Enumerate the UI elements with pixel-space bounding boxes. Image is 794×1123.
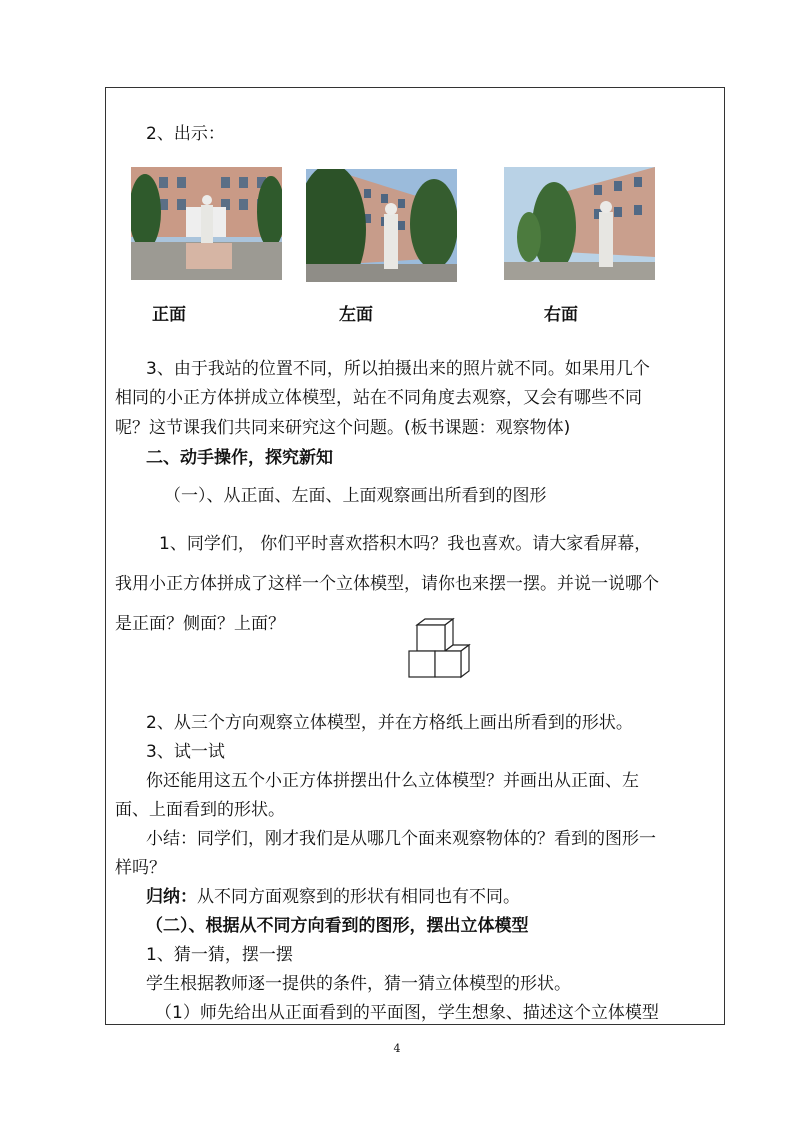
item2: 2、从三个方向观察立体模型，并在方格纸上画出所看到的形状。 (146, 713, 633, 733)
cube-model-figure (405, 617, 473, 683)
item3-title: 3、试一试 (146, 742, 225, 762)
summary-line1: 小结：同学们，刚才我们是从哪几个面来观察物体的？看到的图形一 (146, 829, 656, 849)
guess-step1: （1）师先给出从正面看到的平面图，学生想象、描述这个立体模型 (155, 1003, 659, 1023)
guess-title: 1、猜一猜，摆一摆 (146, 945, 293, 965)
item3-line1: 你还能用这五个小正方体拼摆出什么立体模型？并画出从正面、左 (146, 771, 639, 791)
sub1-title: （一）、从正面、左面、上面观察画出所看到的图形 (164, 486, 547, 506)
conclusion-text: 从不同方面观察到的形状有相同也有不同。 (197, 887, 520, 907)
caption-right: 右面 (544, 305, 578, 325)
photo-front (131, 167, 282, 280)
para3-line1: 3、由于我站的位置不同，所以拍摄出来的照片就不同。如果用几个 (146, 359, 650, 379)
show-heading: 2、出示： (146, 124, 225, 144)
para3-line2: 相同的小正方体拼成立体模型，站在不同角度去观察，又会有哪些不同 (115, 388, 642, 408)
item3-line2: 面、上面看到的形状。 (115, 800, 285, 820)
guess-text: 学生根据教师逐一提供的条件，猜一猜立体模型的形状。 (146, 974, 571, 994)
item1-line3: 是正面？侧面？上面？ (115, 614, 285, 634)
para3-line3: 呢？这节课我们共同来研究这个问题。(板书课题：观察物体) (115, 418, 571, 438)
photo-right (504, 167, 655, 280)
item1-line2: 我用小正方体拼成了这样一个立体模型，请你也来摆一摆。并说一说哪个 (115, 574, 659, 594)
section2-title: 二、动手操作，探究新知 (146, 448, 333, 468)
item1-line1: 1、同学们， 你们平时喜欢搭积木吗？我也喜欢。请大家看屏幕， (159, 534, 652, 554)
caption-front: 正面 (152, 305, 186, 325)
sub2-title: （二）、根据从不同方向看到的图形，摆出立体模型 (146, 916, 529, 936)
conclusion (146, 887, 520, 907)
summary-line2: 样吗？ (115, 858, 166, 878)
conclusion-label: 归纳： (146, 887, 197, 907)
page-number: 4 (393, 1042, 401, 1055)
caption-left: 左面 (339, 305, 373, 325)
photo-left (306, 169, 457, 282)
